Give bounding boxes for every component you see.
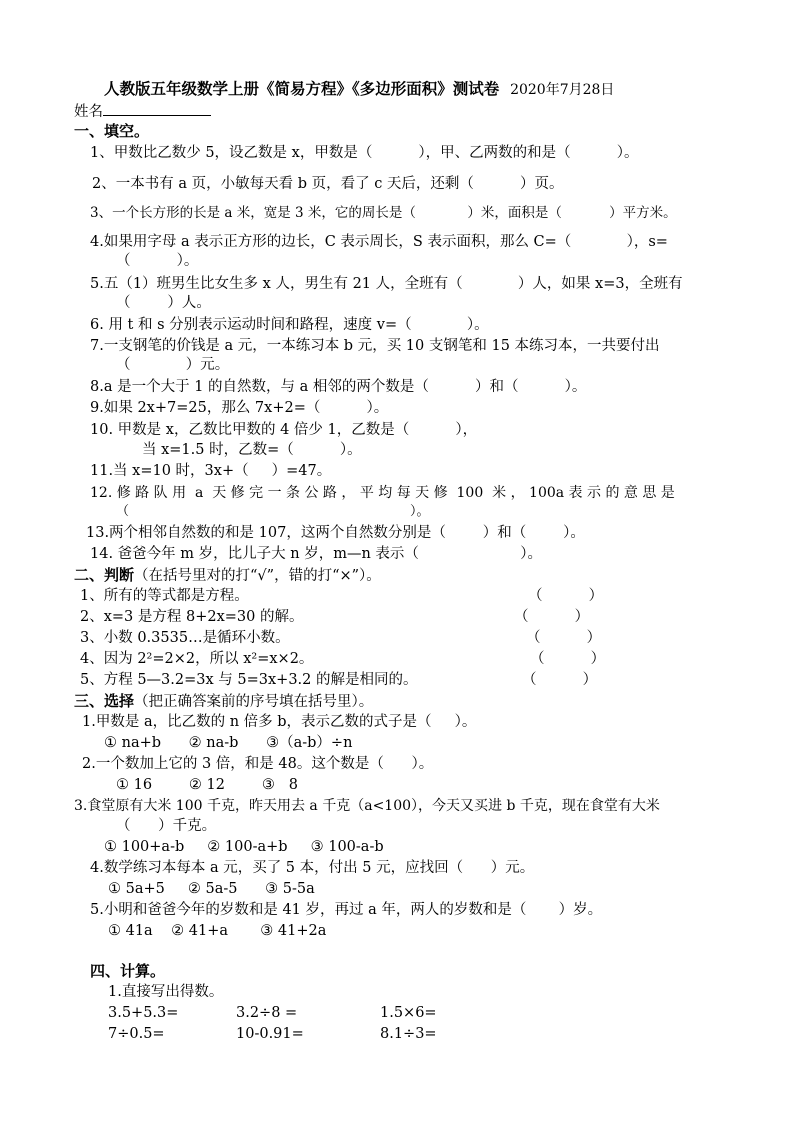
choice-q4-options: ① 5a+5 ② 5a-5 ③ 5-5a xyxy=(108,881,315,897)
choice-heading-text: 三、选择 xyxy=(74,692,135,710)
calc-r1-c1: 3.5+5.3= xyxy=(108,1005,179,1021)
fill-item-3: 3、一个长方形的长是 a 米，宽是 3 米，它的周长是（ ）米，面积是（ ）平方米。 xyxy=(90,205,677,221)
fill-item-13: 13.两个相邻自然数的和是 107，这两个自然数分别是（ ）和（ ）。 xyxy=(86,525,585,541)
name-blank-line[interactable] xyxy=(103,101,211,116)
judge-item-3-bracket[interactable]: （ ） xyxy=(526,630,602,646)
choice-q1-options: ① na+b ② na-b ③（a-b）÷n xyxy=(104,735,353,751)
choice-q5-options: ① 41a ② 41+a ③ 41+2a xyxy=(108,923,327,939)
calc-r1-c2: 3.2÷8 = xyxy=(236,1005,298,1021)
choice-q2: 2.一个数加上它的 3 倍，和是 48。这个数是（ ）。 xyxy=(82,756,434,772)
fill-item-7: 7.一支钢笔的价钱是 a 元，一本练习本 b 元，买 10 支钢笔和 15 本练习本，一共要付出 xyxy=(90,338,660,354)
judge-item-2: 2、x=3 是方程 8+2x=30 的解。 xyxy=(80,609,304,625)
date-text: 2020年7月28日 xyxy=(510,82,615,98)
fill-item-4: 4.如果用字母 a 表示正方形的边长，C 表示周长，S 表示面积，那么 C=（ ），s= xyxy=(90,234,668,250)
judge-item-5-bracket[interactable]: （ ） xyxy=(522,672,598,688)
fill-item-2: 2、一本书有 a 页，小敏每天看 b 页，看了 c 天后，还剩（ ）页。 xyxy=(92,176,564,192)
judge-item-2-bracket[interactable]: （ ） xyxy=(514,609,590,625)
judge-item-4-bracket[interactable]: （ ） xyxy=(530,651,606,667)
fill-item-1: 1、甲数比乙数少 5，设乙数是 x，甲数是（ ），甲、乙两数的和是（ ）。 xyxy=(90,145,639,161)
title-text: 人教版五年级数学上册《简易方程》《多边形面积》测试卷 xyxy=(104,79,500,98)
choice-q1: 1.甲数是 a，比乙数的 n 倍多 b，表示乙数的式子是（ ）。 xyxy=(82,714,477,730)
fill-item-7-cont: （ ）元。 xyxy=(116,357,230,373)
judge-item-3: 3、小数 0.3535…是循环小数。 xyxy=(80,630,290,646)
fill-item-4-cont: （ ）。 xyxy=(116,253,199,269)
fill-item-12-cont: （ ）。 xyxy=(116,504,430,519)
judge-heading-note: （在括号里对的打“√”，错的打“×”）。 xyxy=(134,568,381,584)
fill-item-10: 10. 甲数是 x，乙数比甲数的 4 倍少 1，乙数是（ ）， xyxy=(90,422,478,438)
section-calc-heading: 四、计算。 xyxy=(90,962,166,980)
calc-sub-heading: 1.直接写出得数。 xyxy=(108,984,224,1000)
choice-heading-note: （把正确答案前的序号填在括号里）。 xyxy=(134,694,374,710)
fill-item-8: 8.a 是一个大于 1 的自然数，与 a 相邻的两个数是（ ）和（ ）。 xyxy=(90,379,587,395)
choice-q2-options: ① 16 ② 12 ③ 8 xyxy=(116,777,298,793)
section-choice-heading xyxy=(74,692,373,711)
calc-r2-c1: 7÷0.5= xyxy=(108,1026,165,1042)
fill-item-6: 6. 用 t 和 s 分别表示运动时间和路程，速度 v=（ ）。 xyxy=(90,317,489,333)
choice-q5: 5.小明和爸爸今年的岁数和是 41 岁，再过 a 年，两人的岁数和是（ ）岁。 xyxy=(90,902,603,918)
section-fill-heading: 一、填空。 xyxy=(74,122,150,140)
section-judge-heading xyxy=(74,566,381,585)
name-field[interactable] xyxy=(74,101,211,121)
calc-r2-c2: 10-0.91= xyxy=(236,1026,304,1042)
judge-heading-text: 二、判断 xyxy=(74,566,135,584)
fill-item-11: 11.当 x=10 时，3x+（ ）=47。 xyxy=(90,463,332,479)
calc-r1-c3: 1.5×6= xyxy=(380,1005,437,1021)
choice-q3-cont: （ ）千克。 xyxy=(116,818,217,834)
fill-item-5-cont: （ ）人。 xyxy=(116,295,211,311)
fill-item-10-cont: 当 x=1.5 时，乙数=（ ）。 xyxy=(142,442,362,458)
fill-item-12: 12. 修 路 队 用 a 天 修 完 一 条 公 路 ， 平 均 每 天 修 100 米 ， 100a 表 示 的 意 思 是 xyxy=(90,485,675,501)
judge-item-4: 4、因为 2²=2×2，所以 x²=x×2。 xyxy=(80,651,314,667)
fill-item-14: 14. 爸爸今年 m 岁，比儿子大 n 岁，m—n 表示（ ）。 xyxy=(90,546,543,562)
worksheet-title xyxy=(104,80,614,99)
judge-item-1: 1、所有的等式都是方程。 xyxy=(80,588,249,604)
fill-item-9: 9.如果 2x+7=25，那么 7x+2=（ ）。 xyxy=(90,400,389,416)
name-label: 姓名 xyxy=(74,104,103,120)
choice-q4: 4.数学练习本每本 a 元，买了 5 本，付出 5 元，应找回（ ）元。 xyxy=(90,860,535,876)
judge-item-5: 5、方程 5—3.2=3x 与 5=3x+3.2 的解是相同的。 xyxy=(80,672,418,688)
choice-q3-options: ① 100+a-b ② 100-a+b ③ 100-a-b xyxy=(104,839,384,855)
judge-item-1-bracket[interactable]: （ ） xyxy=(528,588,604,604)
fill-item-5: 5.五（1）班男生比女生多 x 人，男生有 21 人，全班有（ ）人，如果 x=3，全班有 xyxy=(90,276,683,292)
calc-r2-c3: 8.1÷3= xyxy=(380,1026,437,1042)
choice-q3: 3.食堂原有大米 100 千克，昨天用去 a 千克（a<100），今天又买进 b 千克，现在食堂有大米 xyxy=(74,798,660,814)
